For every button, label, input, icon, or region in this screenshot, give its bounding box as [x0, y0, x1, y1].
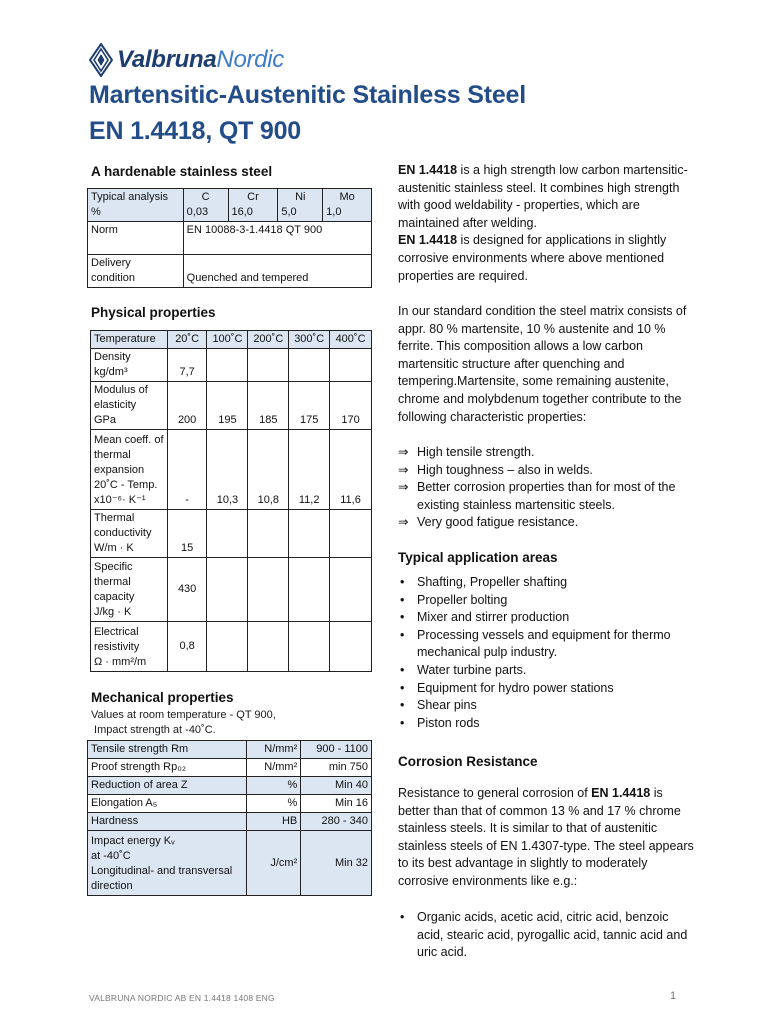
- property-value: [289, 349, 330, 382]
- logo-text: ValbrunaNordic: [117, 46, 284, 73]
- analysis-row: [88, 189, 372, 222]
- element-cell: C 0,03: [183, 189, 228, 222]
- mechanical-unit: N/mm²: [247, 741, 301, 759]
- temperature-cell: 400˚C: [330, 331, 372, 349]
- list-item: • Shear pins: [398, 697, 698, 715]
- mechanical-unit: N/mm²: [247, 759, 301, 777]
- conductivity-row: [91, 510, 372, 558]
- mechanical-table: [87, 740, 372, 896]
- list-item: • Mixer and stirrer production: [398, 609, 698, 627]
- norm-row: [88, 222, 372, 255]
- logo-diamond-icon: [89, 43, 113, 77]
- impact-value: Min 32: [301, 831, 372, 896]
- property-value: [207, 558, 248, 622]
- property-value: 200: [167, 382, 207, 430]
- property-value: [207, 510, 248, 558]
- mechanical-row: [88, 795, 372, 813]
- mechanical-label: Reduction of area Z: [88, 777, 247, 795]
- element-cell: Ni 5,0: [278, 189, 323, 222]
- temperature-cell: 200˚C: [248, 331, 289, 349]
- mechanical-note: Values at room temperature - QT 900, Impact strength at -40˚C.: [91, 709, 276, 736]
- property-label: Mean coeff. of thermal expansion 20˚C - Temp. x10⁻⁶· K⁻¹: [91, 430, 168, 510]
- property-value: [330, 558, 372, 622]
- property-value: [207, 622, 248, 672]
- delivery-row: [88, 255, 372, 288]
- property-value: 430: [167, 558, 207, 622]
- arrow-icon: ⇒: [398, 445, 409, 459]
- temperature-row: [91, 331, 372, 349]
- temperature-cell: 100˚C: [207, 331, 248, 349]
- mechanical-value: Min 40: [301, 777, 372, 795]
- list-item: • Piston rods: [398, 715, 698, 733]
- delivery-label: Delivery condition: [88, 255, 184, 288]
- property-value: [207, 349, 248, 382]
- mechanical-label: Proof strength Rp₀₂: [88, 759, 247, 777]
- mechanical-label: Tensile strength Rm: [88, 741, 247, 759]
- analysis-table: [87, 188, 372, 288]
- corrosion-list: [398, 909, 698, 962]
- mechanical-row: [88, 759, 372, 777]
- mechanical-unit: %: [247, 777, 301, 795]
- property-value: [289, 558, 330, 622]
- list-item: • Water turbine parts.: [398, 662, 698, 680]
- element-cell: Cr 16,0: [228, 189, 278, 222]
- property-value: [330, 622, 372, 672]
- mechanical-value: 280 - 340: [301, 813, 372, 831]
- analysis-label-cell: Typical analysis %: [88, 189, 184, 222]
- mechanical-value: Min 16: [301, 795, 372, 813]
- temperature-cell: 20˚C: [167, 331, 207, 349]
- property-value: 10,8: [248, 430, 289, 510]
- mechanical-unit: %: [247, 795, 301, 813]
- mechanical-row: [88, 741, 372, 759]
- property-label: Density kg/dm³: [91, 349, 168, 382]
- temperature-cell: 300˚C: [289, 331, 330, 349]
- intro-paragraph-2: EN 1.4418 is designed for applications in slightly corrosive environments where above mentioned properties are required.: [398, 233, 667, 283]
- list-item: ⇒ Better corrosion properties than for most of the existing stainless martensitic steels.: [398, 480, 676, 512]
- property-value: 175: [289, 382, 330, 430]
- corrosion-paragraph: Resistance to general corrosion of EN 1.4418 is better than that of common 13 % and 17 % chrome stainless steels. It is similar to that of austenitic stainless steels of EN 1.4307-type. The steel appears to its best advantage in slightly to moderately corrosive environments like e.g.:: [398, 786, 694, 888]
- property-value: [248, 349, 289, 382]
- mechanical-row: [88, 813, 372, 831]
- property-label: Modulus of elasticity GPa: [91, 382, 168, 430]
- impact-row: [88, 831, 372, 896]
- property-value: [330, 349, 372, 382]
- footer-text: VALBRUNA NORDIC AB EN 1.4418 1408 ENG: [89, 993, 275, 1003]
- property-label: Specific thermal capacity J/kg · K: [91, 558, 168, 622]
- property-value: 0,8: [167, 622, 207, 672]
- delivery-value: Quenched and tempered: [183, 255, 371, 288]
- property-value: [289, 622, 330, 672]
- density-row: [91, 349, 372, 382]
- list-item: • Processing vessels and equipment for thermo mechanical pulp industry.: [398, 627, 698, 662]
- property-value: 195: [207, 382, 248, 430]
- list-item: • Equipment for hydro power stations: [398, 680, 698, 698]
- arrow-icon: ⇒: [398, 480, 409, 495]
- norm-value: EN 10088-3-1.4418 QT 900: [183, 222, 371, 255]
- property-value: 170: [330, 382, 372, 430]
- property-value: 7,7: [167, 349, 207, 382]
- property-value: 15: [167, 510, 207, 558]
- intro-paragraph-1: EN 1.4418 is a high strength low carbon martensitic-austenitic stainless steel. It combines high strength with good weldability - properties, which are maintained after welding.: [398, 163, 688, 230]
- list-item: • Shafting, Propeller shafting: [398, 574, 698, 592]
- impact-label: Impact energy Kᵥ at -40˚C Longitudinal- and transversal direction: [88, 831, 247, 896]
- document-title: Martensitic-Austenitic Stainless Steel: [89, 81, 526, 109]
- property-value: [330, 510, 372, 558]
- property-value: 11,2: [289, 430, 330, 510]
- physical-table: [90, 330, 372, 672]
- property-value: [248, 510, 289, 558]
- mechanical-value: min 750: [301, 759, 372, 777]
- company-logo: [89, 42, 284, 78]
- document-subtitle: EN 1.4418, QT 900: [89, 117, 302, 145]
- mechanical-row: [88, 777, 372, 795]
- analysis-heading: A hardenable stainless steel: [91, 164, 273, 179]
- list-item: • Organic acids, acetic acid, citric acid, benzoic acid, stearic acid, pyrogallic acid, tannic acid and uric acid.: [398, 909, 698, 962]
- mechanical-label: Hardness: [88, 813, 247, 831]
- element-cell: Mo 1,0: [323, 189, 372, 222]
- applications-heading: Typical application areas: [398, 550, 558, 565]
- physical-heading: Physical properties: [91, 305, 216, 320]
- corrosion-heading: Corrosion Resistance: [398, 754, 538, 769]
- impact-unit: J/cm²: [247, 831, 301, 896]
- list-item: ⇒ High tensile strength.: [398, 444, 698, 462]
- modulus-row: [91, 382, 372, 430]
- property-label: Thermal conductivity W/m · K: [91, 510, 168, 558]
- property-value: 11,6: [330, 430, 372, 510]
- list-item: ⇒ Very good fatigue resistance.: [398, 514, 698, 532]
- property-value: [248, 622, 289, 672]
- applications-list: [398, 574, 698, 732]
- arrow-icon: ⇒: [398, 515, 409, 530]
- property-label: Electrical resistivity Ω · mm²/m: [91, 622, 168, 672]
- list-item: ⇒ High toughness – also in welds.: [398, 462, 698, 480]
- expansion-row: [91, 430, 372, 510]
- matrix-paragraph: In our standard condition the steel matrix consists of appr. 80 % martensite, 10 % austenite and 10 % ferrite. This composition allows a low carbon martensitic structure after quenching and tempering.Martensite, some remaining austenite, chrome and molybdenum together contribute to the following characteristic properties:: [398, 304, 687, 424]
- temperature-label: Temperature: [91, 331, 168, 349]
- property-value: -: [167, 430, 207, 510]
- features-list: [398, 444, 698, 532]
- list-item: • Propeller bolting: [398, 592, 698, 610]
- mechanical-heading: Mechanical properties: [91, 690, 234, 705]
- mechanical-value: 900 - 1100: [301, 741, 372, 759]
- page-number: 1: [670, 990, 677, 1002]
- capacity-row: [91, 558, 372, 622]
- norm-label: Norm: [88, 222, 184, 255]
- arrow-icon: ⇒: [398, 462, 409, 477]
- resistivity-row: [91, 622, 372, 672]
- property-value: 10,3: [207, 430, 248, 510]
- mechanical-label: Elongation A₅: [88, 795, 247, 813]
- property-value: 185: [248, 382, 289, 430]
- property-value: [289, 510, 330, 558]
- mechanical-unit: HB: [247, 813, 301, 831]
- intro-text: [398, 162, 698, 285]
- property-value: [248, 558, 289, 622]
